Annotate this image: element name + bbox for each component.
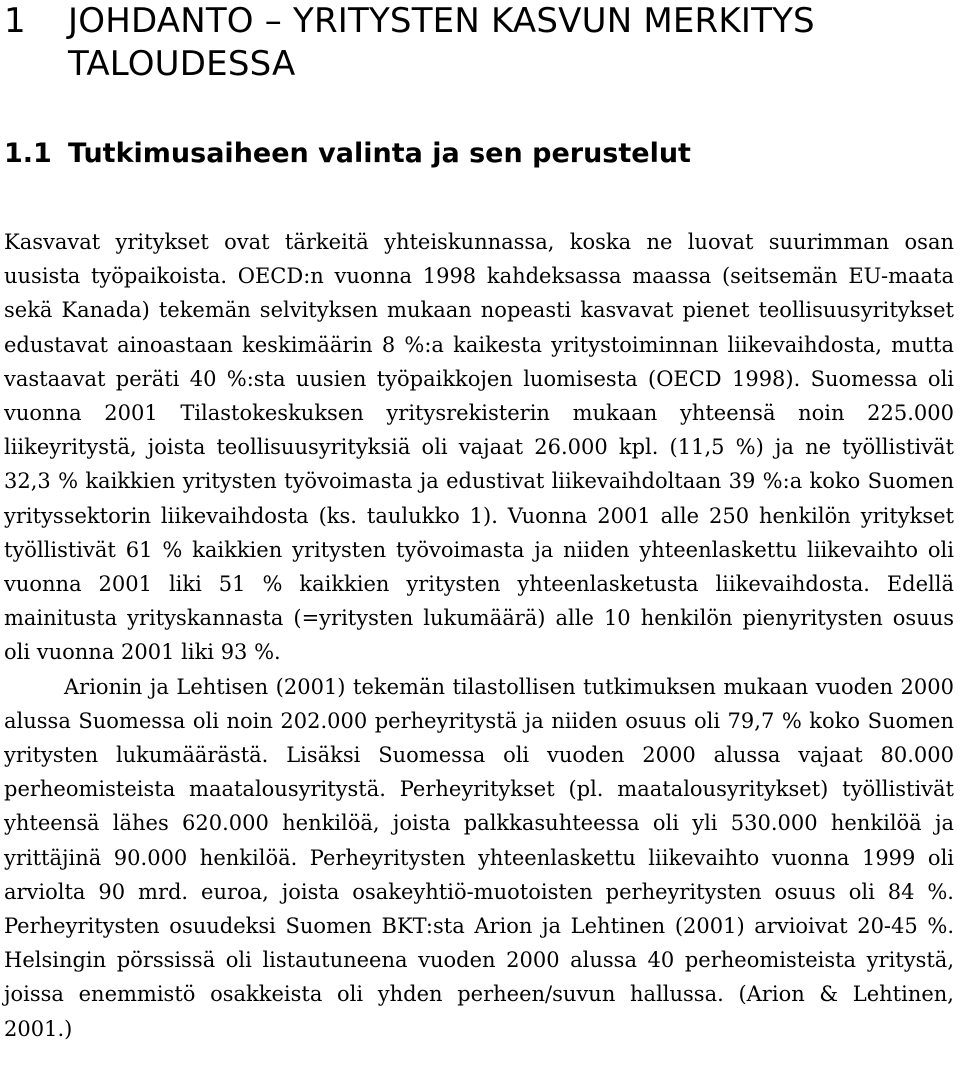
chapter-number: 1: [4, 1, 26, 41]
section-number: 1.1: [4, 138, 52, 169]
chapter-heading: [4, 0, 954, 86]
chapter-title: JOHDANTO – YRITYSTEN KASVUN MERKITYS TALOUDESSA: [68, 1, 815, 84]
body-paragraph-1: Kasvavat yritykset ovat tärkeitä yhteiskunnassa, koska ne luovat suurimman osan uusista työpaikoista. OECD:n vuonna 1998 kahdeksassa maassa (seitsemän EU-maata sekä Kanada) tekemän selvityksen mukaan nopeasti kasvavat pienet teollisuusyritykset edustavat ainoastaan keskimäärin 8 %:a kaikesta yritystoiminnan liikevaihdosta, mutta vastaavat peräti 40 %:sta uusien työpaikkojen luomisesta (OECD 1998). Suomessa oli vuonna 2001 Tilastokeskuksen yritysrekisterin mukaan yhteensä noin 225.000 liikeyritystä, joista teollisuusyrityksiä oli vajaat 26.000 kpl. (11,5 %) ja ne työllistivät 32,3 % kaikkien yritysten työvoimasta ja edustivat liikevaihdoltaan 39 %:a koko Suomen yrityssektorin liikevaihdosta (ks. taulukko 1). Vuonna 2001 alle 250 henkilön yritykset työllistivät 61 % kaikkien yritysten työvoimasta ja niiden yhteenlaskettu liikevaihto oli vuonna 2001 liki 51 % kaikkien yritysten yhteenlasketusta liikevaihdosta. Edellä mainitusta yrityskannasta (=yritysten lukumäärä) alle 10 henkilön pienyritysten osuus oli vuonna 2001 liki 93 %.: [4, 230, 954, 665]
section-title: Tutkimusaiheen valinta ja sen perustelut: [68, 138, 691, 169]
document-page: [4, 0, 954, 1046]
section-heading: [4, 137, 954, 171]
body-paragraph-2: Arionin ja Lehtisen (2001) tekemän tilastollisen tutkimuksen mukaan vuoden 2000 alussa Suomessa oli noin 202.000 perheyritystä ja niiden osuus oli 79,7 % koko Suomen yritysten lukumäärästä. Lisäksi Suomessa oli vuoden 2000 alussa vajaat 80.000 perheomisteista maatalousyritystä. Perheyritykset (pl. maatalousyritykset) työllistivät yhteensä lähes 620.000 henkilöä, joista palkkasuhteessa oli yli 530.000 henkilöä ja yrittäjinä 90.000 henkilöä. Perheyritysten yhteenlaskettu liikevaihto vuonna 1999 oli arviolta 90 mrd. euroa, joista osakeyhtiö-muotoisten perheyritysten osuus oli 84 %. Perheyritysten osuudeksi Suomen BKT:sta Arion ja Lehtinen (2001) arvioivat 20-45 %. Helsingin pörssissä oli listautuneena vuoden 2000 alussa 40 perheomisteista yritystä, joissa enemmistö osakkeista oli yhden perheen/suvun hallussa. (Arion & Lehtinen, 2001.): [4, 674, 954, 1041]
